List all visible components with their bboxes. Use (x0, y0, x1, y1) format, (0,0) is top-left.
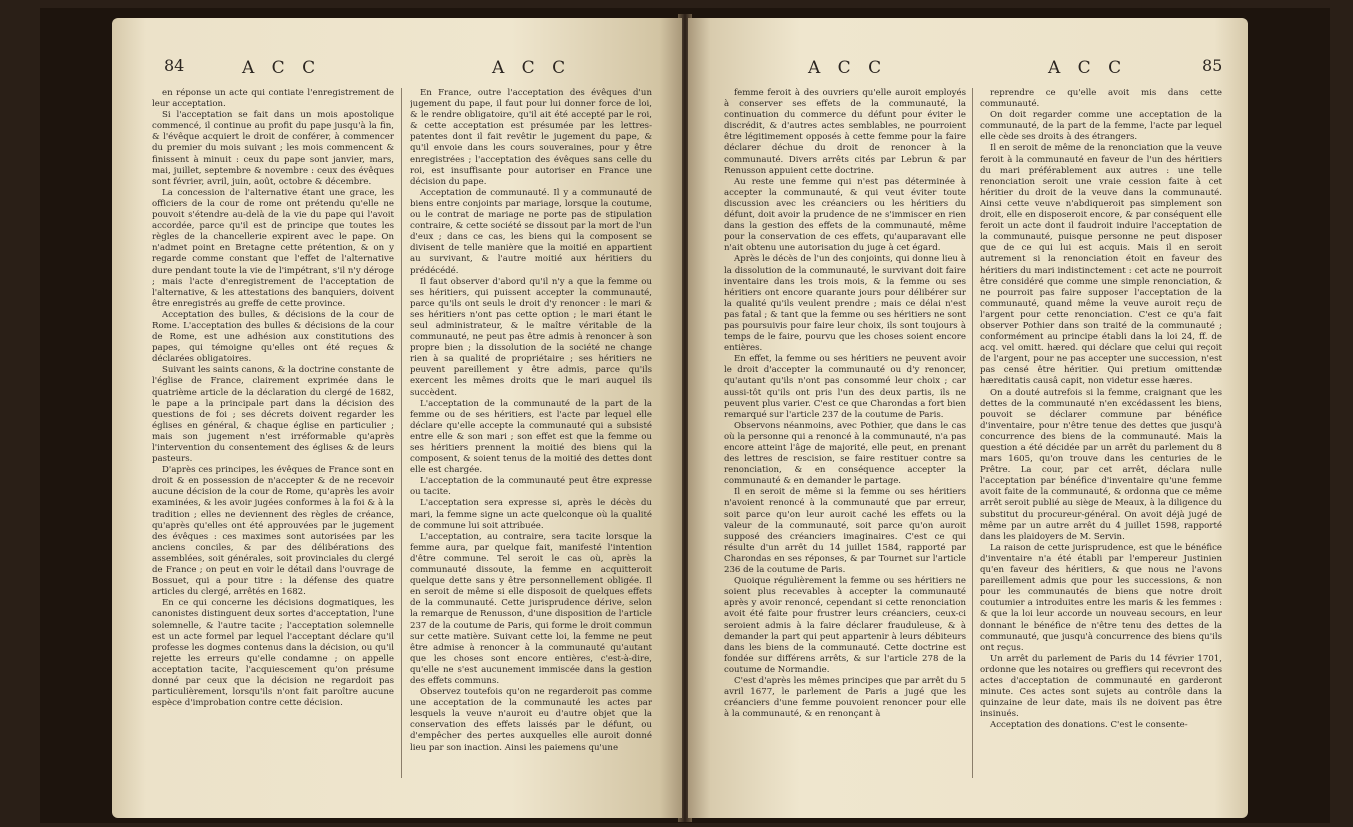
paragraph: En effet, la femme ou ses héritiers ne peuvent avoir le droit d'accepter la communauté ou d'y renoncer, qu'autant qu'ils n'ont pas consommé leur choix ; car aussi-tôt qu'ils ont pris l'un des deux partis, ils ne peuvent plus varier. C'est ce que Charondas a fort bien remarqué sur l'article 237 de la coutume de Paris. (724, 354, 966, 420)
right-header-right: A C C (1048, 58, 1128, 78)
paragraph: femme feroit à des ouvriers qu'elle auroit employés à conserver ses effets de la communauté, la continuation du commerce du défunt pour éviter le discrédit, & d'autres actes semblables, ne pourroient être légitimement opposés à cette femme pour la faire déclarer déchue du droit de renoncer à la communauté. Divers arrêts cités par Lebrun & par Renusson appuient cette doctrine. (724, 88, 966, 176)
paragraph: La concession de l'alternative étant une grace, les officiers de la cour de rome ont prétendu qu'elle ne pouvoit s'étendre au-delà de la vie du pape qui l'avoit accordée, parce qu'il est de principe que toutes les règles de la chancellerie expirent avec le pape. On n'admet point en Bretagne cette prétention, & on y regarde comme constant que l'effet de l'alternative dure pendant toute la vie de l'impétrant, s'il n'y déroge ; mais l'acte d'enregistrement de l'acceptation de l'alternative, & les attestations des banquiers, doivent être enregistrés au greffe de cette province. (152, 187, 394, 309)
paragraph: L'acceptation de la communauté de la part de la femme ou de ses héritiers, est l'acte par lequel elle déclare qu'elle accepte la communauté qui a subsisté entre elle & son mari ; son effet est que la femme ou ses héritiers prennent la moitié des biens qui la composent, & soient tenus de la moitié des dettes dont elle est chargée. (410, 398, 652, 476)
left-header-right: A C C (492, 58, 572, 78)
paragraph: L'acceptation sera expresse si, après le décès du mari, la femme signe un acte quelconque où la qualité de commune lui soit attribuée. (410, 498, 652, 531)
paragraph: C'est d'après les mêmes principes que par arrêt du 5 avril 1677, le parlement de Paris a jugé que les créanciers d'une femme pouvoient renoncer pour elle à la communauté, & en renonçant à (724, 675, 966, 720)
left-column-1 (152, 88, 394, 800)
right-column-1 (724, 88, 966, 800)
paragraph: en réponse un acte qui contiate l'enregistrement de leur acceptation. (152, 88, 394, 110)
paragraph: L'acceptation de la communauté peut être expresse ou tacite. (410, 476, 652, 498)
column-rule (401, 88, 402, 778)
left-column-2 (410, 88, 652, 800)
paragraph: Un arrêt du parlement de Paris du 14 février 1701, ordonne que les notaires ou greffiers qui recevront des actes d'acceptation de communauté en garderont minute. Ces actes sont sujets au contrôle dans la quinzaine de leur date, mais ils ne doivent pas être insinués. (980, 653, 1222, 720)
paragraph: Acceptation des donations. C'est le consente- (990, 720, 1188, 731)
right-page (688, 18, 1248, 818)
right-page-number: 85 (1202, 56, 1223, 75)
left-page (112, 18, 682, 818)
paragraph: Suivant les saints canons, & la doctrine constante de l'église de France, clairement exprimée dans le quatrième article de la déclaration du clergé de 1682, le pape a la principale part dans la décision des questions de foi ; ses décrets doivent regarder les églises en général, & chaque église en particulier ; mais son jugement n'est irréformable qu'après l'intervention du consentement des églises & de leurs pasteurs. (152, 365, 394, 465)
book-spread (40, 8, 1330, 823)
paragraph: D'après ces principes, les évêques de France sont en droit & en possession de n'accepter & de ne recevoir aucune décision de la cour de Rome, qu'après les avoir examinées, & les avoir jugées conformes à la foi & à la tradition ; elles ne deviennent des règles de créance, qu'après qu'elles ont été approuvées par le jugement des évêques : ces maximes sont autorisées par les anciens conciles, & par des délibérations des assemblées, soit générales, soit provinciales du clergé de France ; on peut en voir le détail dans l'ouvrage de Bossuet, qui a pour titre : la défense des quatre articles du clergé, arrêtés en 1682. (152, 465, 394, 598)
left-header-left: A C C (242, 58, 322, 78)
paragraph: Il faut observer d'abord qu'il n'y a que la femme ou ses héritiers, qui puissent accepter la communauté, parce qu'ils ont seuls le droit d'y renoncer : le mari & ses héritiers n'ont pas cette option ; le mari étant le seul administrateur, & le maître véritable de la communauté, ne peut pas être admis à renoncer à son propre bien ; la dissolution de la société ne change rien à sa qualité de propriétaire ; ses héritiers ne peuvent pareillement y être admis, parce qu'ils exercent les mêmes droits que le mari auquel ils succèdent. (410, 276, 652, 398)
paragraph: Acceptation de communauté. Il y a communauté de biens entre conjoints par mariage, lorsque la coutume, ou le contrat de mariage ne porte pas de stipulation contraire, & cette société se dissout par la mort de l'un d'eux ; dans ce cas, les biens qui la composent se divisent de telle manière que la moitié en appartient au survivant, & l'autre moitié aux héritiers du prédécédé. (410, 187, 652, 276)
paragraph: Au reste une femme qui n'est pas déterminée à accepter la communauté, & qui veut éviter toute discussion avec les créanciers ou les héritiers du défunt, doit avoir la prudence de ne s'immiscer en rien dans la gestion des effets de la communauté, même pour la conservation de ces effets, qu'auparavant elle n'ait obtenu une autorisation du juge à cet égard. (724, 176, 966, 254)
paragraph: En ce qui concerne les décisions dogmatiques, les canonistes distinguent deux sortes d'acceptation, l'une solemnelle, & l'autre tacite ; l'acceptation solemnelle est un acte formel par lequel l'acceptant déclare qu'il professe les dogmes contenus dans la décision, ou qu'il rejette les erreurs qu'elle condamne ; on appelle acceptation tacite, l'acquiescement qu'on présume donné par ceux que la décision ne regardoit pas particulièrement, lorsqu'ils n'ont fait paroître aucune espèce d'improbation contre cette décision. (152, 598, 394, 709)
paragraph: Après le décès de l'un des conjoints, qui donne lieu à la dissolution de la communauté, le survivant doit faire inventaire dans les trois mois, & la femme ou ses héritiers ont encore quarante jours pour délibérer sur la qualité qu'ils veulent prendre ; mais ce délai n'est pas fatal ; & tant que la femme ou ses héritiers ne sont pas poursuivis pour faire leur choix, ils sont toujours à temps de le faire, pourvu que les choses soient encore entières. (724, 254, 966, 354)
paragraph: Acceptation des bulles, & décisions de la cour de Rome. L'acceptation des bulles & décisions de la cour de Rome, est une adhésion aux constitutions des papes, qui témoigne qu'elles ont été reçues & déclarées obligatoires. (152, 309, 394, 365)
paragraph: Si l'acceptation se fait dans un mois apostolique commencé, il continue au profit du pape jusqu'à la fin, & l'évêque acquiert le droit de conférer, à commencer du premier du mois suivant ; les mois commencent & finissent à minuit : ceux du pape sont janvier, mars, mai, juillet, septembre & novembre : ceux des évêques sont février, avril, juin, août, octobre & décembre. (152, 110, 394, 187)
left-page-number: 84 (164, 56, 185, 75)
paragraph: Il en seroit de même de la renonciation que la veuve feroit à la communauté en faveur de l'un des héritiers du mari préférablement aux autres : une telle renonciation seroit une vraie cession faite à cet héritier du droit de la veuve dans la communauté. Ainsi cette veuve n'abdiqueroit pas simplement son droit, elle en disposeroit encore, & par conséquent elle feroit un acte dont il faudroit induire l'acceptation de la communauté, puisque personne ne peut disposer que de ce qui lui est acquis. Mais il en seroit autrement si la renonciation étoit en faveur des héritiers du mari indistinctement : cet acte ne pourroit être considéré que comme une simple renonciation, & ne pourroit pas faire supposer l'acceptation de la communauté, quand même la veuve auroit reçu de l'argent pour cette renonciation. C'est ce qu'a fait observer Pothier dans son traité de la communauté ; conformément au principe établi dans la loi 24, ff. de acq. vel omitt. hæred. qui déclare que celui qui reçoit de l'argent, pour ne pas accepter une succession, n'est pas censé être héritier. Qui pretium omittendæ hæreditatis causâ capit, non videtur esse hæres. (980, 143, 1222, 387)
paragraph: Il en seroit de même si la femme ou ses héritiers n'avoient renoncé à la communauté que par erreur, soit parce qu'on leur auroit caché les effets ou la valeur de la communauté, soit parce qu'on auroit supposé des créanciers imaginaires. C'est ce qui résulte d'un arrêt du 14 juillet 1584, rapporté par Charondas en ses réponses, & par Tournet sur l'article 236 de la coutume de Paris. (724, 487, 966, 576)
paragraph: On a douté autrefois si la femme, craignant que les dettes de la communauté n'en excédassent les biens, pouvoit se déclarer commune par bénéfice d'inventaire, pour n'être tenue des dettes que jusqu'à concurrence des biens de la communauté. Mais la question a été décidée par un arrêt du parlement du 8 mars 1605, qu'on trouve dans les centuries de le Prêtre. La cour, par cet arrêt, déclara nulle l'acceptation par bénéfice d'inventaire qu'une femme avoit faite de la communauté, & ordonna que ce même arrêt seroit publié au siège de Meaux, à la diligence du substitut du procureur-général. On avoit déjà jugé de même par un autre arrêt du 4 juillet 1598, rapporté dans les plaidoyers de M. Servin. (980, 387, 1222, 542)
paragraph: L'acceptation, au contraire, sera tacite lorsque la femme aura, par quelque fait, manifesté l'intention d'être commune. Tel seroit le cas où, après la communauté dissoute, la femme en acquitteroit quelque dette sans y être personnellement obligée. Il en seroit de même si elle disposoit de quelques effets de la communauté. Cette jurisprudence dérive, selon la remarque de Renusson, d'une disposition de l'article 237 de la coutume de Paris, qui forme le droit commun sur cette matière. Suivant cette loi, la femme ne peut être admise à renoncer à la communauté qu'autant que les choses sont encore entières, c'est-à-dire, qu'elle ne s'est aucunement immiscée dans la gestion des effets communs. (410, 531, 652, 686)
paragraph: On doit regarder comme une acceptation de la communauté, de la part de la femme, l'acte par lequel elle cède ses droits à des étrangers. (980, 110, 1222, 143)
paragraph: Observons néanmoins, avec Pothier, que dans le cas où la personne qui a renoncé à la communauté, n'a pas encore atteint l'âge de majorité, elle peut, en prenant des lettres de rescision, se faire restituer contre sa renonciation, & en conséquence accepter la communauté & en demander le partage. (724, 420, 966, 487)
paragraph: reprendre ce qu'elle avoit mis dans cette communauté. (980, 88, 1222, 110)
right-header-left: A C C (808, 58, 888, 78)
column-rule (972, 88, 973, 778)
paragraph: Quoique régulièrement la femme ou ses héritiers ne soient plus recevables à accepter la communauté après y avoir renoncé, cependant si cette renonciation avoit été faite pour frustrer leurs créanciers, ceux-ci seroient admis à la faire déclarer frauduleuse, & à demander la part qui peut appartenir à leurs débiteurs dans les biens de la communauté. Cette doctrine est fondée sur différens arrêts, & sur l'article 278 de la coutume de Normandie. (724, 576, 966, 675)
paragraph: Observez toutefois qu'on ne regarderoit pas comme une acceptation de la communauté les actes par lesquels la veuve n'auroit eu d'autre objet que la conservation des effets laissés par le défunt, ou d'empêcher des pertes auxquelles elle auroit donné lieu par son inaction. Ainsi les paiemens qu'une (410, 687, 652, 753)
right-column-2 (980, 88, 1222, 800)
paragraph: En France, outre l'acceptation des évêques d'un jugement du pape, il faut pour lui donner force de loi, & le rendre obligatoire, qu'il ait été accepté par le roi, & cette acceptation est présumée par les lettres-patentes dont il fait revêtir le jugement du pape, & qu'il envoie dans les cours souveraines, pour y être enregistrées ; l'acceptation des évêques sans celle du roi, est insuffisante pour autoriser en France une décision du pape. (410, 88, 652, 187)
paragraph: La raison de cette jurisprudence, est que le bénéfice d'inventaire n'a été établi par l'empereur Justinien qu'en faveur des héritiers, & que nous ne l'avons pareillement admis que pour les successions, & non pour les communautés de biens que notre droit coutumier a introduites entre les maris & les femmes : & que la loi leur accorde un nouveau secours, en leur donnant le bénéfice de n'être tenu des dettes de la communauté, que jusqu'à concurrence des biens qu'ils ont reçus. (980, 542, 1222, 653)
